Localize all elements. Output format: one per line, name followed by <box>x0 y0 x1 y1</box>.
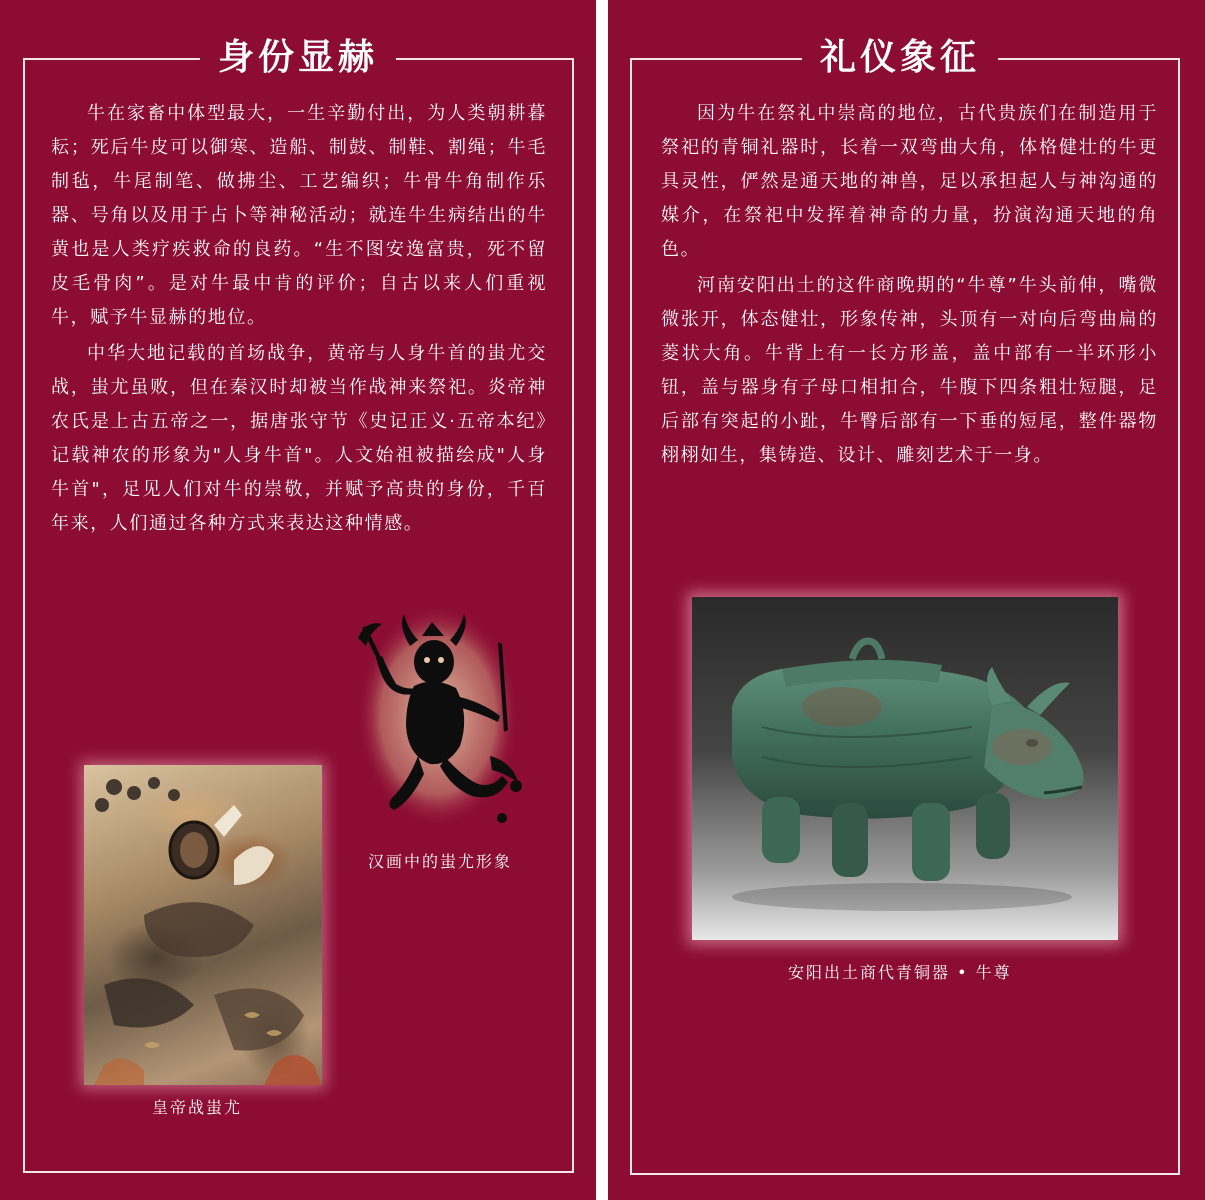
chiyou-figure-image <box>352 606 524 830</box>
right-paragraph-1: 因为牛在祭礼中崇高的地位，古代贵族们在制造用于祭祀的青铜礼器时，长着一双弯曲大角，体格健壮的牛更具灵性，俨然是通天地的神兽，足以承担起人与神沟通的媒介，在祭祀中发挥着神奇的力量，扮演沟通天地的角色。 <box>661 103 1158 260</box>
left-panel <box>0 0 596 1200</box>
painting-caption: 皇帝战蚩尤 <box>152 1098 243 1117</box>
right-body-text <box>661 97 1158 475</box>
right-panel <box>608 0 1205 1200</box>
right-title: 礼仪象征 <box>802 32 998 82</box>
left-paragraph-2: 中华大地记载的首场战争，黄帝与人身牛首的蚩尤交战，蚩尤虽败，但在秦汉时却被当作战神来祭祀。炎帝神农氏是上古五帝之一，据唐张守节《史记正义·五帝本纪》记载神农的形象为"人身牛首"。人文始祖被描绘成"人身牛首"，足见人们对牛的崇敬，并赋予高贵的身份，千百年来，人们通过各种方式来表达这种情感。 <box>51 343 547 534</box>
bronze-ox-zun-photo <box>692 597 1118 940</box>
bronze-ox-caption: 安阳出土商代青铜器 • 牛尊 <box>788 963 1012 982</box>
right-paragraph-2: 河南安阳出土的这件商晚期的“牛尊”牛头前伸，嘴微微张开，体态健壮，形象传神，头顶有一对向后弯曲扁的菱状大角。牛背上有一长方形盖，盖中部有一半环形小钮，盖与器身有子母口相扣合，牛腹下四条粗壮短腿，足后部有突起的小趾，牛臀后部有一下垂的短尾，整件器物栩栩如生，集铸造、设计、雕刻艺术于一身。 <box>661 275 1158 466</box>
huangdi-battle-painting <box>84 765 322 1085</box>
chiyou-caption: 汉画中的蚩尤形象 <box>368 852 513 871</box>
left-paragraph-1: 牛在家畜中体型最大，一生辛勤付出，为人类朝耕暮耘；死后牛皮可以御寒、造船、制鼓、制鞋、割绳；牛毛制毡，牛尾制笔、做拂尘、工艺编织；牛骨牛角制作乐器、号角以及用于占卜等神秘活动；就连牛生病结出的牛黄也是人类疗疾救命的良药。“生不图安逸富贵，死不留皮毛骨肉”。是对牛最中肯的评价；自古以来人们重视牛，赋予牛显赫的地位。 <box>51 103 547 328</box>
left-body-text <box>51 97 547 543</box>
left-title: 身份显赫 <box>200 32 396 82</box>
